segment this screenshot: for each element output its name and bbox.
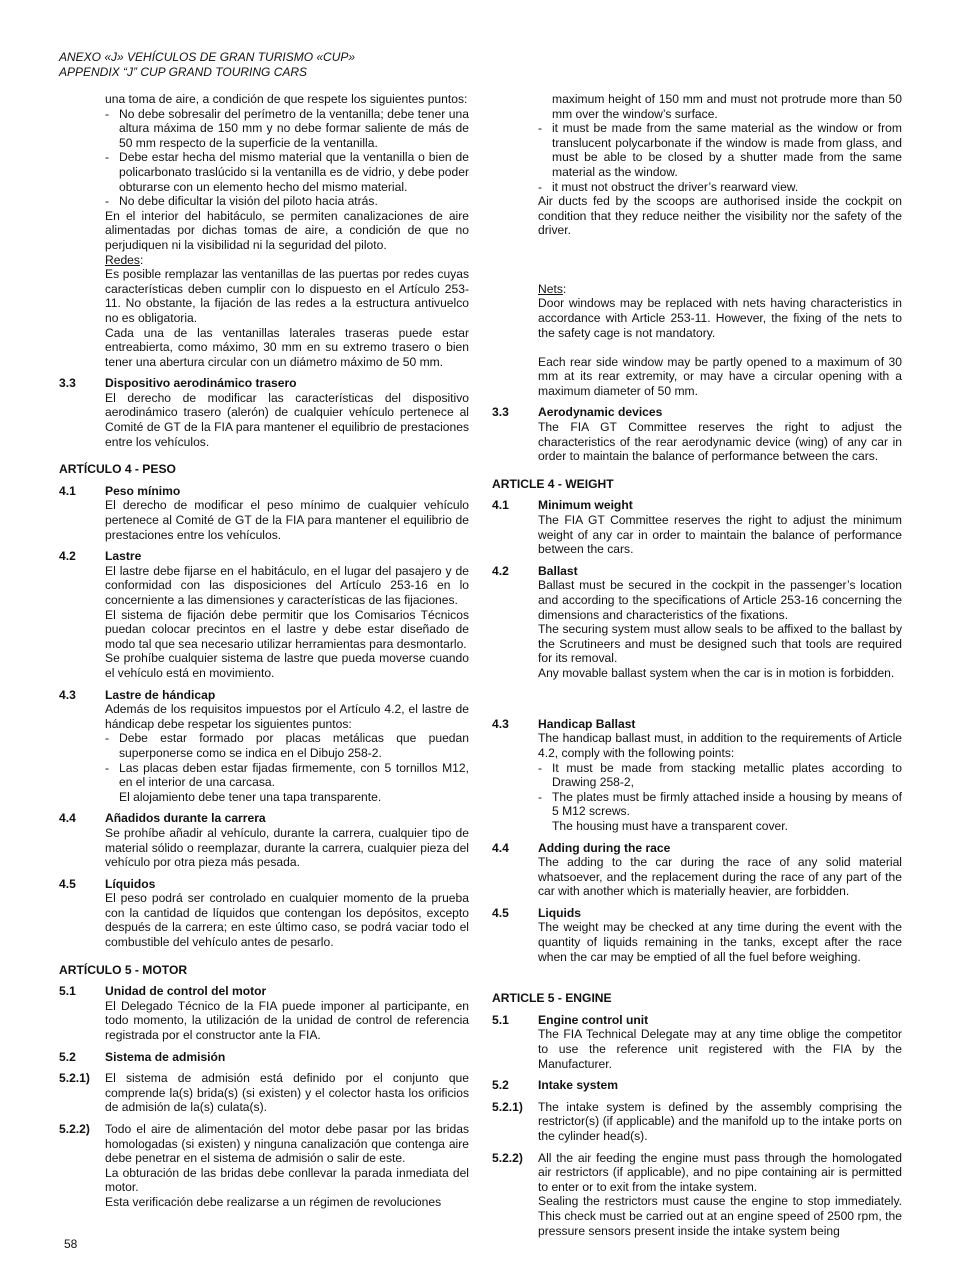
english-column (492, 92, 902, 1238)
list-item: - it must not obstruct the driver’s rearward view. (538, 180, 902, 195)
section-title: Aerodynamic devices (538, 405, 663, 420)
section-title: Minimum weight (538, 498, 633, 513)
section-number: 3.3 (59, 376, 76, 391)
paragraph: El peso podrá ser controlado en cualquier momento de la prueba con la cantidad de líquidos que contengan los depósitos, excepto después de la carrera; en este último caso, se podrá vaciar todo el combustible del vehículo antes de pesarlo. (105, 891, 469, 950)
section-3-3 (492, 405, 902, 463)
paragraph: The intake system is defined by the assembly comprising the restrictor(s) (if applicable) and the manifold up to the intake ports on the cylinder head(s). (538, 1099, 902, 1143)
section-number: 5.1 (492, 1012, 509, 1027)
list-item: - it must be made from the same material as the window or from translucent polycarbonate if the window is made from glass, and must be able to be closed by a shutter made from the same material as the window. (538, 121, 902, 179)
section-5-1 (492, 1013, 902, 1071)
section-number: 4.2 (492, 563, 509, 578)
paragraph: Any movable ballast system when the car is in motion is forbidden. (538, 665, 895, 680)
spanish-column (59, 92, 469, 1210)
section-number: 5.2 (59, 1049, 76, 1064)
section-number: 5.1 (59, 984, 76, 999)
section-5-2-2 (59, 1122, 469, 1210)
section-number: 5.2.2) (492, 1150, 523, 1165)
list-item: - Debe estar hecha del mismo material que la ventanilla o bien de policarbonato traslúcido si la ventanilla es de vidrio, y debe poder obturarse con un elemento hecho del mismo material. (105, 150, 469, 194)
section-title: Engine control unit (538, 1012, 649, 1027)
section-number: 5.2.1) (59, 1071, 90, 1086)
section-title: Handicap Ballast (538, 716, 636, 731)
intro-list (105, 107, 469, 209)
article-heading: ARTICLE 5 - ENGINE (492, 991, 612, 1006)
paragraph: The securing system must allow seals to be affixed to the ballast by the Scrutineers and must be designed such that tools are required for its removal. (538, 622, 902, 666)
section-number: 3.3 (492, 405, 509, 420)
spacer (538, 340, 902, 355)
article-heading: ARTÍCULO 5 - MOTOR (59, 962, 188, 977)
paragraph: The adding to the car during the race of any solid material whatsoever, and the replacement during the race of any part of the car with another which is materially heavier, are forbidden. (538, 855, 902, 899)
page-number: 58 (64, 1237, 78, 1251)
section-4-2 (59, 549, 469, 680)
spacer (538, 695, 902, 710)
paragraph: The weight may be checked at any time during the event with the quantity of liquids remaining in the tanks, except after the race when the car may be emptied of all the fuel before weighing. (538, 920, 902, 964)
paragraph: The FIA Technical Delegate may at any time oblige the competitor to use the reference unit registered with the FIA by the Manufacturer. (538, 1027, 902, 1071)
paragraph: Sealing the restrictors must cause the engine to stop immediately. This check must be carried out at an engine speed of 2500 rpm, the pressure sensors present inside the intake system being (538, 1194, 902, 1238)
paragraph: Ballast must be secured in the cockpit in the passenger’s location and according to the specifications of Article 253-16 concerning the dimensions and characteristics of the fixations. (538, 578, 902, 622)
paragraph: El derecho de modificar el peso mínimo de cualquier vehículo pertenece al Comité de GT de la FIA para mantener el equilibrio de prestaciones entre los vehículos. (105, 498, 469, 542)
section-4-5 (59, 877, 469, 950)
intro-list (538, 92, 902, 194)
section-title: Unidad de control del motor (105, 984, 267, 999)
nets-label: Nets (538, 281, 563, 296)
section-number: 4.4 (59, 811, 76, 826)
list-item: - No debe dificultar la visión del piloto hacia atrás. (105, 194, 469, 209)
section-4-4 (59, 811, 469, 869)
section-4-2 (492, 564, 902, 710)
paragraph: Air ducts fed by the scoops are authorised inside the cockpit on condition that they reduce neither the visibility nor the safety of the driver. (538, 194, 902, 238)
section-number: 5.2.2) (59, 1122, 90, 1136)
section-title: Intake system (538, 1078, 618, 1093)
paragraph: una toma de aire, a condición de que respete los siguientes puntos: (105, 92, 468, 106)
section-title: Liquids (538, 905, 581, 920)
header-line-es: ANEXO «J» VEHÍCULOS DE GRAN TURISMO «CUP» (59, 50, 356, 64)
paragraph: The FIA GT Committee reserves the right to adjust the characteristics of the rear aerodynamic device (wing) of any car in order to maintain the balance of performance between the cars. (538, 420, 902, 464)
running-header (59, 50, 355, 79)
paragraph: Se prohíbe cualquier sistema de lastre que pueda moverse cuando el vehículo está en movimiento. (105, 651, 469, 680)
section-3-3 (59, 376, 469, 449)
paragraph: Cada una de las ventanillas laterales traseras puede estar entreabierta, como máximo, 30 mm en su extremo trasero o bien tener una abertura circular con un diámetro máximo de 50 mm. (105, 325, 469, 369)
section-title: Peso mínimo (105, 483, 181, 498)
section-5-2 (59, 1050, 469, 1065)
list-item: - Las placas deben estar fijadas firmemente, con 5 tornillos M12, en el interior de una carcasa. (105, 761, 469, 790)
section-number: 4.1 (492, 498, 509, 513)
list-item-text: maximum height of 150 mm and must not protrude more than 50 mm over the window’s surface. (552, 92, 902, 121)
section-title: Sistema de admisión (105, 1049, 226, 1064)
section-number: 4.2 (59, 549, 76, 564)
nets-heading: Nets: (538, 281, 567, 296)
paragraph: El sistema de fijación debe permitir que los Comisarios Técnicos puedan colocar precintos en el lastre y debe estar diseñado de modo tal que sea necesario utilizar herramientas para desmontarlo. (105, 607, 469, 651)
section-number: 4.5 (492, 905, 509, 920)
section-5-2-2 (492, 1151, 902, 1239)
intro-block (105, 92, 469, 369)
section-title: Líquidos (105, 876, 156, 891)
paragraph: El lastre debe fijarse en el habitáculo, en el lugar del pasajero y de conformidad con las disposiciones del Artículo 253-16 en lo concerniente a las dimensiones y características de las fijaciones. (105, 563, 469, 607)
spacer (538, 253, 902, 268)
section-number: 4.1 (59, 483, 76, 498)
paragraph: Each rear side window may be partly opened to a maximum of 30 mm at its rear extremity, or may have a circular opening with a maximum diameter of 50 mm. (538, 354, 902, 398)
section-title: Lastre (105, 549, 142, 564)
nets-heading: Redes: (105, 252, 144, 267)
section-number: 5.2.1) (492, 1099, 523, 1114)
paragraph: El sistema de admisión está definido por el conjunto que comprende la(s) brida(s) (si existen) y el colector hasta los orificios de admisión de la(s) culata(s). (105, 1071, 469, 1115)
header-line-en: APPENDIX “J” CUP GRAND TOURING CARS (59, 64, 308, 79)
paragraph: Door windows may be replaced with nets having characteristics in accordance with Article 253-11. However, the fixing of the nets to the safety cage is not mandatory. (538, 296, 902, 340)
section-4-1 (59, 484, 469, 542)
article-heading: ARTÍCULO 4 - PESO (59, 462, 176, 477)
nets-label: Redes (105, 252, 140, 267)
section-title: Ballast (538, 563, 578, 578)
paragraph: El Delegado Técnico de la FIA puede imponer al participante, en todo momento, la utilización de la unidad de control de referencia registrada por el constructor ante la FIA. (105, 998, 469, 1043)
handicap-list (105, 731, 469, 789)
paragraph: Esta verificación debe realizarse a un régimen de revoluciones (105, 1194, 442, 1209)
section-4-4 (492, 841, 902, 899)
section-5-2-1 (492, 1100, 902, 1144)
section-title: Adding during the race (538, 840, 671, 855)
section-title: Añadidos durante la carrera (105, 811, 266, 826)
section-4-5 (492, 906, 902, 964)
section-number: 4.3 (59, 687, 76, 702)
paragraph: The FIA GT Committee reserves the right to adjust the minimum weight of any car in order to maintain the balance of performance between the cars. (538, 513, 902, 557)
spacer (538, 681, 902, 696)
paragraph: The handicap ballast must, in addition to the requirements of Article 4.2, comply with the following points: (538, 731, 902, 760)
paragraph: Además de los requisitos impuestos por el Artículo 4.2, el lastre de hándicap debe respetar los siguientes puntos: (105, 702, 469, 731)
section-4-1 (492, 498, 902, 556)
section-4-3 (492, 717, 902, 834)
paragraph: Es posible remplazar las ventanillas de las puertas por redes cuyas características deben cumplir con lo dispuesto en el Artículo 253-11. No obstante, la fijación de las redes a la estructura antivuelco no es obligatoria. (105, 267, 469, 325)
section-number: 4.3 (492, 716, 509, 731)
paragraph: The housing must have a transparent cover. (552, 818, 788, 833)
section-5-2-1 (59, 1071, 469, 1115)
list-item: - No debe sobresalir del perímetro de la ventanilla; debe tener una altura máxima de 150 mm y no debe formar saliente de más de 50 mm respecto de la superficie de la ventanilla. (105, 107, 469, 151)
list-item: - The plates must be firmly attached inside a housing by means of 5 M12 screws. (538, 790, 902, 819)
spacer (538, 238, 902, 253)
handicap-list (538, 761, 902, 819)
section-number: 4.5 (59, 876, 76, 891)
paragraph: La obturación de las bridas debe conllevar la parada inmediata del motor. (105, 1165, 469, 1195)
paragraph: All the air feeding the engine must pass through the homologated air restrictors (if applicable), and no pipe containing air is permitted to enter or to exit from the intake system. (538, 1150, 902, 1194)
paragraph: En el interior del habitáculo, se permiten canalizaciones de aire alimentadas por dichas tomas de aire, a condición de que no perjudiquen ni la visibilidad ni la seguridad del piloto. (105, 208, 469, 252)
paragraph: Todo el aire de alimentación del motor debe pasar por las bridas homologadas (si existen) y ninguna canalización que contenga aire debe penetrar en el sistema de admisión o salir de este. (105, 1122, 469, 1166)
spacer (538, 267, 902, 282)
list-item: - Debe estar formado por placas metálicas que puedan superponerse como se indica en el Dibujo 258-2. (105, 731, 469, 760)
section-number: 4.4 (492, 840, 509, 855)
list-item-continued (538, 92, 902, 121)
list-item: - It must be made from stacking metallic plates according to Drawing 258-2, (538, 761, 902, 790)
section-4-3 (59, 688, 469, 805)
section-5-2 (492, 1078, 902, 1093)
paragraph: El derecho de modificar las características del dispositivo aerodinámico trasero (alerón) de cualquier vehículo pertenece al Comité de GT de la FIA para mantener el equilibrio de prestaciones entre los vehículos. (105, 390, 469, 449)
intro-block (538, 92, 902, 398)
paragraph: El alojamiento debe tener una tapa transparente. (119, 789, 382, 804)
section-number: 5.2 (492, 1078, 509, 1093)
section-title: Lastre de hándicap (105, 687, 216, 702)
paragraph: Se prohíbe añadir al vehículo, durante la carrera, cualquier tipo de material sólido o reemplazar, durante la carrera, cualquier pieza del vehículo por otra pieza más pesada. (105, 825, 469, 870)
section-title: Dispositivo aerodinámico trasero (105, 376, 297, 391)
section-5-1 (59, 984, 469, 1042)
article-heading: ARTICLE 4 - WEIGHT (492, 476, 614, 491)
